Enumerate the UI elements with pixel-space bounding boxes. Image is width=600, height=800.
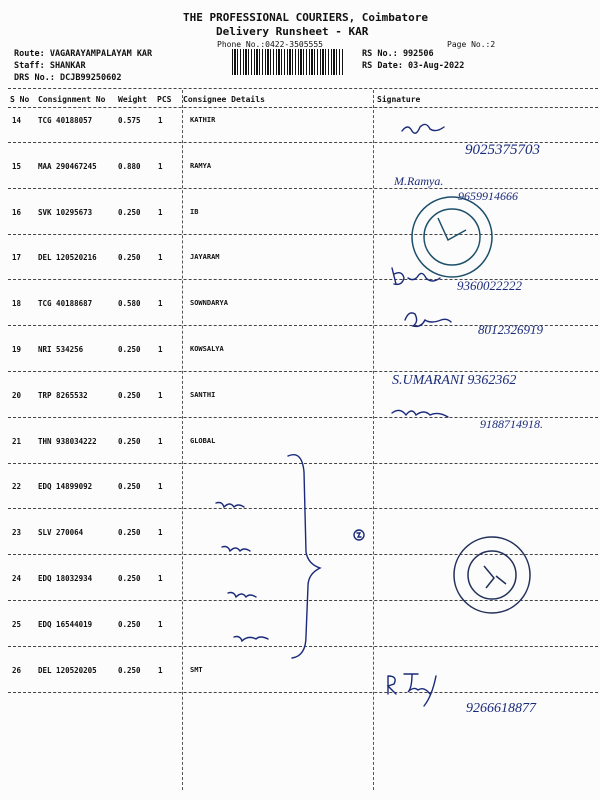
row-weight: 0.880: [118, 161, 141, 171]
row-sno: 20: [12, 390, 22, 400]
row-consignee: JAYARAM: [190, 253, 220, 262]
row-pcs: 1: [158, 482, 163, 492]
row-sno: 15: [12, 161, 22, 171]
handwritten-phone: 9360022222: [457, 278, 522, 293]
company-title: THE PROFESSIONAL COURIERS, Coimbatore: [183, 11, 429, 24]
runsheet-title: Delivery Runsheet - KAR: [216, 25, 369, 38]
handwritten-phone: 9659914666: [458, 189, 518, 203]
handwritten-phone: 9266618877: [466, 701, 536, 716]
row-pcs: 1: [158, 253, 163, 263]
page-number: Page No.:2: [447, 40, 496, 49]
row-consignment: DEL 120520216: [38, 253, 97, 263]
col-consignment: Consignment No: [38, 95, 106, 104]
row-pcs: 1: [158, 207, 163, 217]
drs-number: DRS No.: DCJB99250602: [14, 73, 122, 83]
row-consignment: DEL 120520205: [38, 665, 97, 675]
row-consignment: MAA 290467245: [38, 161, 97, 171]
row-consignment: TCG 40188687: [38, 299, 93, 309]
circled-mark: [357, 533, 361, 537]
row-sno: 22: [12, 482, 22, 492]
row-weight: 0.250: [118, 436, 141, 446]
row-sno: 24: [12, 574, 22, 583]
row-weight: 0.250: [118, 574, 141, 583]
row-weight: 0.250: [118, 528, 141, 538]
row-sno: 17: [12, 253, 22, 263]
row-consignee: SANTHI: [190, 390, 216, 399]
row-consignee: SOWNDARYA: [190, 299, 228, 308]
row-pcs: 1: [158, 116, 163, 125]
row-weight: 0.250: [118, 619, 141, 629]
handwritten-phone: 9025375703: [465, 142, 540, 158]
row-consignee: GLOBAL: [190, 436, 216, 445]
row-consignee: IB: [190, 207, 199, 216]
row-consignment: EDQ 14899092: [38, 482, 93, 492]
handwritten-phone: 8012326919: [478, 322, 543, 337]
row-pcs: 1: [158, 619, 163, 629]
handwritten-name-phone: S.UMARANI 9362362: [392, 373, 517, 388]
signature-scribble: [405, 313, 451, 327]
signature-scribble: [402, 124, 444, 133]
row-weight: 0.250: [118, 345, 141, 354]
rs-number: RS No.: 992506: [362, 49, 434, 59]
row-pcs: 1: [158, 436, 163, 446]
row-pcs: 1: [158, 299, 163, 309]
initial-mark: [228, 593, 256, 598]
signature-scribble: [388, 674, 436, 706]
row-consignee: SMT: [190, 665, 203, 674]
col-pcs: PCS: [157, 95, 172, 104]
row-consignment: TCG 40188057: [38, 116, 93, 125]
row-consignment: EDQ 16544019: [38, 619, 93, 629]
col-weight: Weight: [118, 95, 147, 104]
signature-scribble: [392, 268, 440, 284]
row-consignment: THN 938034222: [38, 436, 97, 446]
route-label: Route: VAGARAYAMPALAYAM KAR: [14, 49, 153, 59]
bracket-mark: [288, 455, 320, 658]
initial-mark: [234, 637, 268, 642]
initial-mark: [222, 547, 250, 552]
phone-number: Phone No.:0422-3505555: [217, 40, 323, 49]
row-pcs: 1: [158, 574, 163, 583]
row-weight: 0.575: [118, 116, 141, 125]
row-consignment: NRI 534256: [38, 345, 84, 354]
row-pcs: 1: [158, 345, 163, 354]
initial-mark: [216, 503, 244, 508]
row-weight: 0.250: [118, 482, 141, 492]
row-weight: 0.250: [118, 665, 141, 675]
row-pcs: 1: [158, 528, 163, 538]
row-consignment: SLV 270064: [38, 528, 84, 538]
row-consignment: TRP 8265532: [38, 390, 88, 400]
row-weight: 0.250: [118, 390, 141, 400]
stamp-icon: [412, 197, 492, 277]
rs-date: RS Date: 03-Aug-2022: [362, 61, 465, 71]
row-pcs: 1: [158, 161, 163, 171]
row-sno: 26: [12, 665, 22, 675]
row-weight: 0.250: [118, 207, 141, 217]
row-sno: 23: [12, 528, 22, 538]
staff-label: Staff: SHANKAR: [14, 61, 86, 71]
row-weight: 0.580: [118, 299, 141, 309]
row-sno: 19: [12, 345, 22, 354]
row-sno: 25: [12, 619, 22, 629]
handwritten-name: M.Ramya.: [394, 174, 444, 188]
row-consignee: KATHIR: [190, 116, 216, 124]
row-sno: 16: [12, 207, 22, 217]
row-consignee: KOWSALYA: [190, 345, 224, 353]
stamp-icon: [454, 537, 530, 613]
row-sno: 14: [12, 116, 22, 125]
col-signature: Signature: [377, 95, 421, 104]
row-consignee: RAMYA: [190, 161, 212, 170]
signature-scribble: [392, 410, 448, 417]
row-weight: 0.250: [118, 253, 141, 263]
row-consignment: EDQ 18032934: [38, 574, 93, 583]
row-pcs: 1: [158, 665, 163, 675]
row-consignment: SVK 10295673: [38, 207, 93, 217]
row-sno: 18: [12, 299, 22, 309]
col-sno: S No: [10, 95, 30, 104]
col-consignee: Consignee Details: [183, 95, 265, 104]
row-sno: 21: [12, 436, 22, 446]
row-pcs: 1: [158, 390, 163, 400]
handwritten-phone: 9188714918.: [480, 417, 543, 431]
